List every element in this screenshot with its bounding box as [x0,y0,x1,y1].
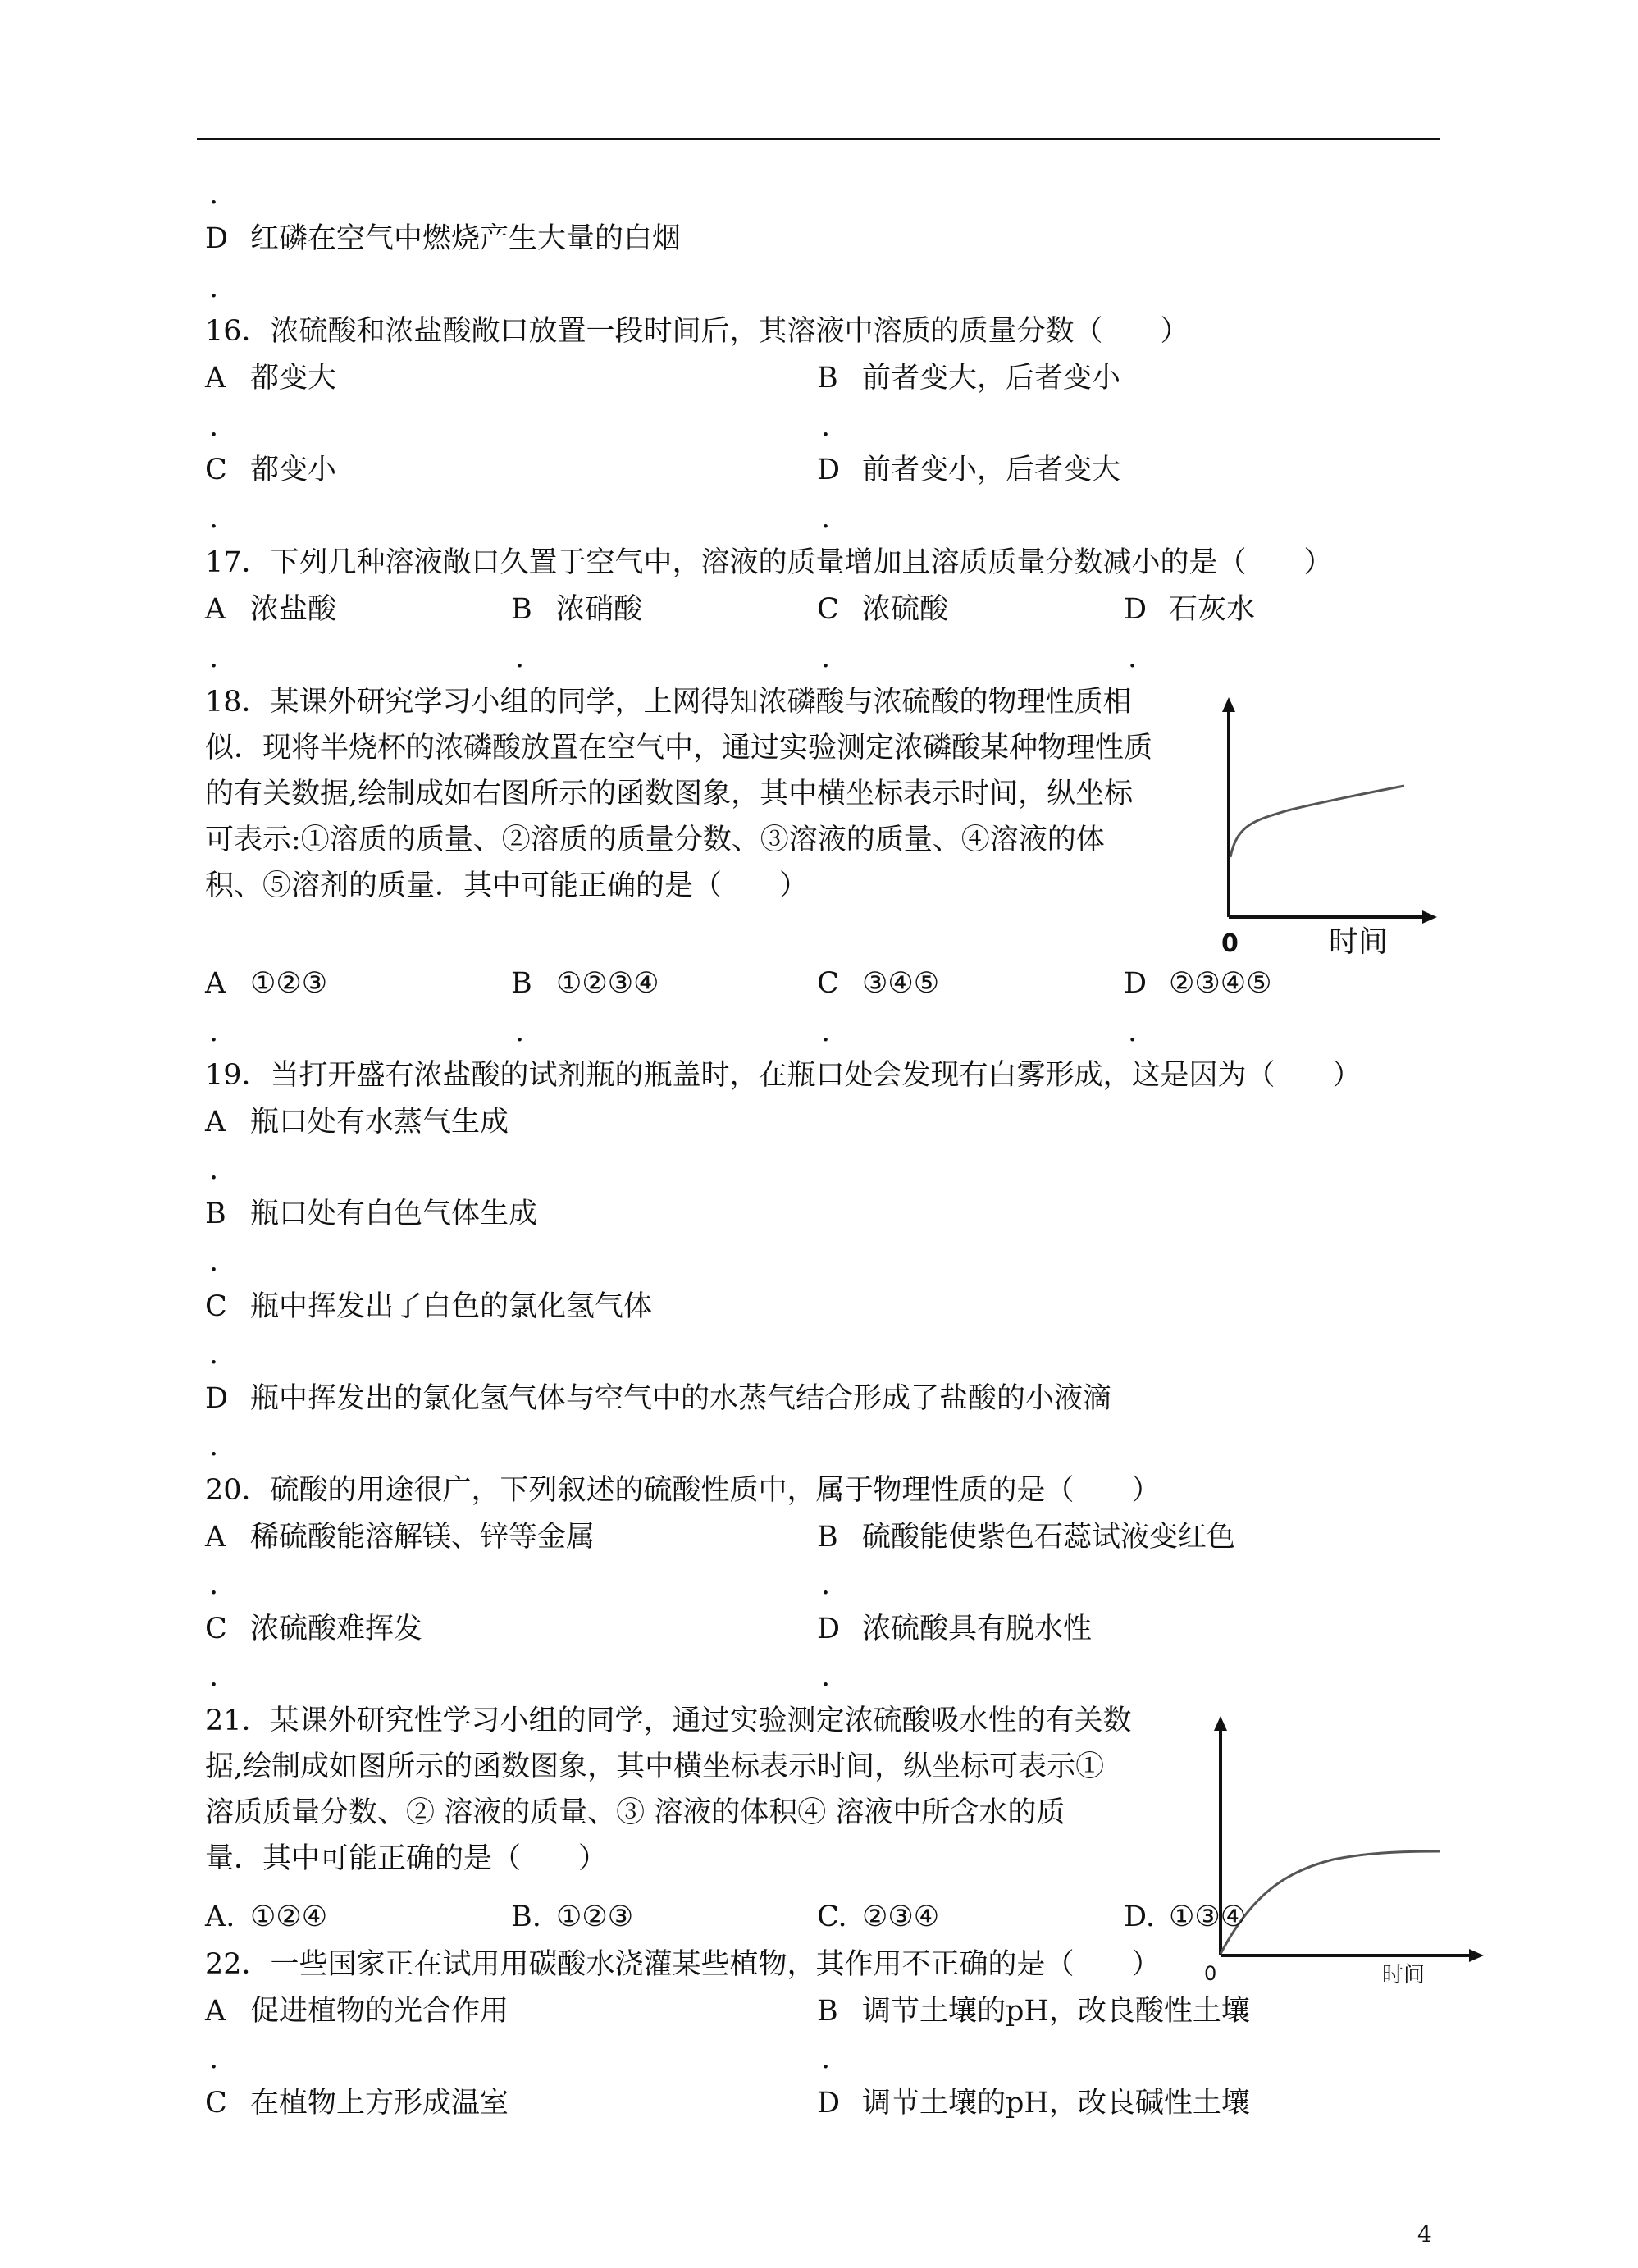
option-text: ①②③④ [556,967,659,1000]
graph-x-label: 时间 [1382,1963,1426,1987]
q21-graph [1193,1716,1489,1987]
option-dot: . [209,1015,219,1048]
q18-line-2: 似．现将半烧杯的浓磷酸放置在空气中，通过实验测定浓磷酸某种物理性质 [205,732,1153,764]
q19-option-d [205,1380,1111,1417]
q21-option-a [205,1899,327,1935]
graph-x-label: 时间 [1329,925,1389,959]
option-dot: . [515,1015,525,1048]
x-axis-arrow [1422,910,1437,924]
q16-option-a [205,360,336,396]
option-letter: D [205,1382,229,1415]
q20-option-b [817,1519,1235,1555]
option-letter: D [1124,593,1148,626]
option-letter: B [205,1198,226,1230]
option-text: 调节土壤的pH，改良碱性土壤 [862,2087,1250,2120]
q22-option-c [205,2085,509,2121]
option-letter: D. [1124,1901,1155,1933]
q18-option-a [205,965,327,1002]
option-letter: D [1124,967,1148,1000]
option-letter: B [511,967,532,1000]
q21-line-2: 据,绘制成如图所示的函数图象，其中横坐标表示时间，纵坐标可表示① [205,1750,1105,1783]
option-text: 稀硫酸能溶解镁、锌等金属 [250,1521,595,1554]
q16-option-b [817,360,1120,396]
option-dot: . [1128,1015,1138,1048]
option-dot: . [821,1015,831,1048]
q18-option-d [1124,965,1272,1002]
q20-option-a [205,1519,595,1555]
option-text: 瓶口处有水蒸气生成 [250,1106,509,1139]
q18-graph [1198,697,1444,968]
q16-option-d [817,452,1120,488]
option-dot: . [209,178,219,211]
option-letter: A. [205,1901,235,1933]
curve [1221,1851,1440,1954]
option-dot: . [1128,641,1138,674]
option-letter: D [817,2087,841,2120]
option-letter: B [511,593,532,626]
option-dot: . [209,2042,219,2075]
option-dot: . [209,1338,219,1371]
q17-stem: 17．下列几种溶液敞口久置于空气中，溶液的质量增加且溶质质量分数减小的是（ ） [205,546,1333,579]
x-axis-arrow [1469,1949,1484,1962]
q20-option-d [817,1611,1092,1647]
option-dot: . [209,410,219,443]
q17-option-a [205,591,336,627]
option-letter: D [817,1613,841,1645]
q21-option-b [511,1899,633,1935]
option-dot: . [821,1660,831,1693]
q17-option-b [511,591,642,627]
option-letter: C [205,1613,227,1645]
header-rule [197,138,1440,140]
q18-option-b [511,965,659,1002]
option-text: 前者变小，后者变大 [862,454,1121,486]
q16-option-c [205,452,336,488]
option-letter: D [205,222,229,255]
option-letter: B. [511,1901,541,1933]
q17-option-d [1124,591,1255,627]
q18-line-1: 18．某课外研究学习小组的同学，上网得知浓磷酸与浓硫酸的物理性质相 [205,686,1132,719]
q22-option-a [205,1993,509,2029]
option-text: ①③④ [1169,1901,1247,1933]
q18-line-5: 积、⑤溶剂的质量．其中可能正确的是（ ） [205,869,809,902]
q19-option-c [205,1289,652,1325]
option-text: ①②③ [250,967,328,1000]
option-letter: A [205,967,226,1000]
option-text: 浓硫酸难挥发 [250,1613,423,1645]
q16-stem: 16．浓硫酸和浓盐酸敞口放置一段时间后，其溶液中溶质的质量分数（ ） [205,315,1189,348]
option-letter: B [817,1521,838,1554]
option-letter: B [817,362,838,395]
q22-option-b [817,1993,1250,2029]
option-letter: C [205,1290,227,1323]
option-letter: C [817,967,839,1000]
option-text: 浓盐酸 [250,593,337,626]
q22-stem: 22．一些国家正在试用用碳酸水浇灌某些植物，其作用不正确的是（ ） [205,1948,1161,1981]
q18-option-c [817,965,939,1002]
option-dot: . [821,410,831,443]
option-text: 瓶中挥发出的氯化氢气体与空气中的水蒸气结合形成了盐酸的小液滴 [250,1382,1112,1415]
option-text: 浓硝酸 [556,593,643,626]
page-number: 4 [1417,2220,1432,2247]
option-text: ②③④⑤ [1169,967,1272,1000]
option-letter: A [205,1521,226,1554]
option-dot: . [209,1660,219,1693]
option-dot: . [821,2042,831,2075]
option-text: 石灰水 [1169,593,1256,626]
option-text: 前者变大，后者变小 [862,362,1121,395]
option-letter: C. [817,1901,847,1933]
q18-line-4: 可表示:①溶质的质量、②溶质的质量分数、③溶液的质量、④溶液的体 [205,824,1105,856]
option-letter: A [205,1995,226,2028]
option-text: 浓硫酸具有脱水性 [862,1613,1093,1645]
option-dot: . [209,1430,219,1463]
q21-line-3: 溶质质量分数、② 溶液的质量、③ 溶液的体积④ 溶液中所含水的质 [205,1796,1065,1829]
option-dot: . [209,1568,219,1601]
option-dot: . [209,502,219,535]
q18-line-3: 的有关数据,绘制成如右图所示的函数图象，其中横坐标表示时间，纵坐标 [205,778,1134,810]
graph-origin: 0 [1204,1962,1217,1985]
option-dot: . [821,641,831,674]
curve [1230,786,1404,857]
q15-option-d [205,221,681,257]
q20-option-c [205,1611,422,1647]
option-text: 瓶中挥发出了白色的氯化氢气体 [250,1290,653,1323]
option-text: 在植物上方形成温室 [250,2087,509,2120]
option-text: 都变小 [250,454,337,486]
option-letter: A [205,362,226,395]
graph-origin: 0 [1221,929,1239,958]
q19-option-b [205,1196,537,1232]
option-text: 硫酸能使紫色石蕊试液变红色 [862,1521,1236,1554]
option-letter: C [205,454,227,486]
q21-line-1: 21．某课外研究性学习小组的同学，通过实验测定浓硫酸吸水性的有关数 [205,1704,1132,1737]
q21-option-d [1124,1899,1246,1935]
option-text: ①②④ [250,1901,328,1933]
q22-option-d [817,2085,1250,2121]
option-letter: A [205,1106,226,1139]
option-dot: . [515,641,525,674]
option-dot: . [209,1153,219,1186]
option-letter: D [817,454,841,486]
option-dot: . [209,1245,219,1278]
option-text: ①②③ [556,1901,634,1933]
option-text: ③④⑤ [862,967,940,1000]
option-text: ②③④ [862,1901,940,1933]
option-dot: . [209,641,219,674]
q19-option-a [205,1104,509,1140]
option-dot: . [821,1568,831,1601]
option-letter: C [817,593,839,626]
option-text: 都变大 [250,362,337,395]
option-letter: A [205,593,226,626]
option-dot: . [209,272,219,304]
option-text: 红磷在空气中燃烧产生大量的白烟 [250,222,682,255]
option-letter: B [817,1995,838,2028]
q20-stem: 20．硫酸的用途很广，下列叙述的硫酸性质中，属于物理性质的是（ ） [205,1474,1161,1507]
q21-line-4: 量．其中可能正确的是（ ） [205,1842,608,1875]
q19-stem: 19．当打开盛有浓盐酸的试剂瓶的瓶盖时，在瓶口处会发现有白雾形成，这是因为（ ） [205,1059,1362,1092]
option-text: 瓶口处有白色气体生成 [250,1198,538,1230]
option-text: 促进植物的光合作用 [250,1995,509,2028]
option-text: 浓硫酸 [862,593,949,626]
option-dot: . [821,502,831,535]
option-text: 调节土壤的pH，改良酸性土壤 [862,1995,1250,2028]
q21-option-c [817,1899,939,1935]
y-axis-arrow [1214,1716,1227,1731]
y-axis-arrow [1222,697,1235,712]
q17-option-c [817,591,948,627]
option-letter: C [205,2087,227,2120]
